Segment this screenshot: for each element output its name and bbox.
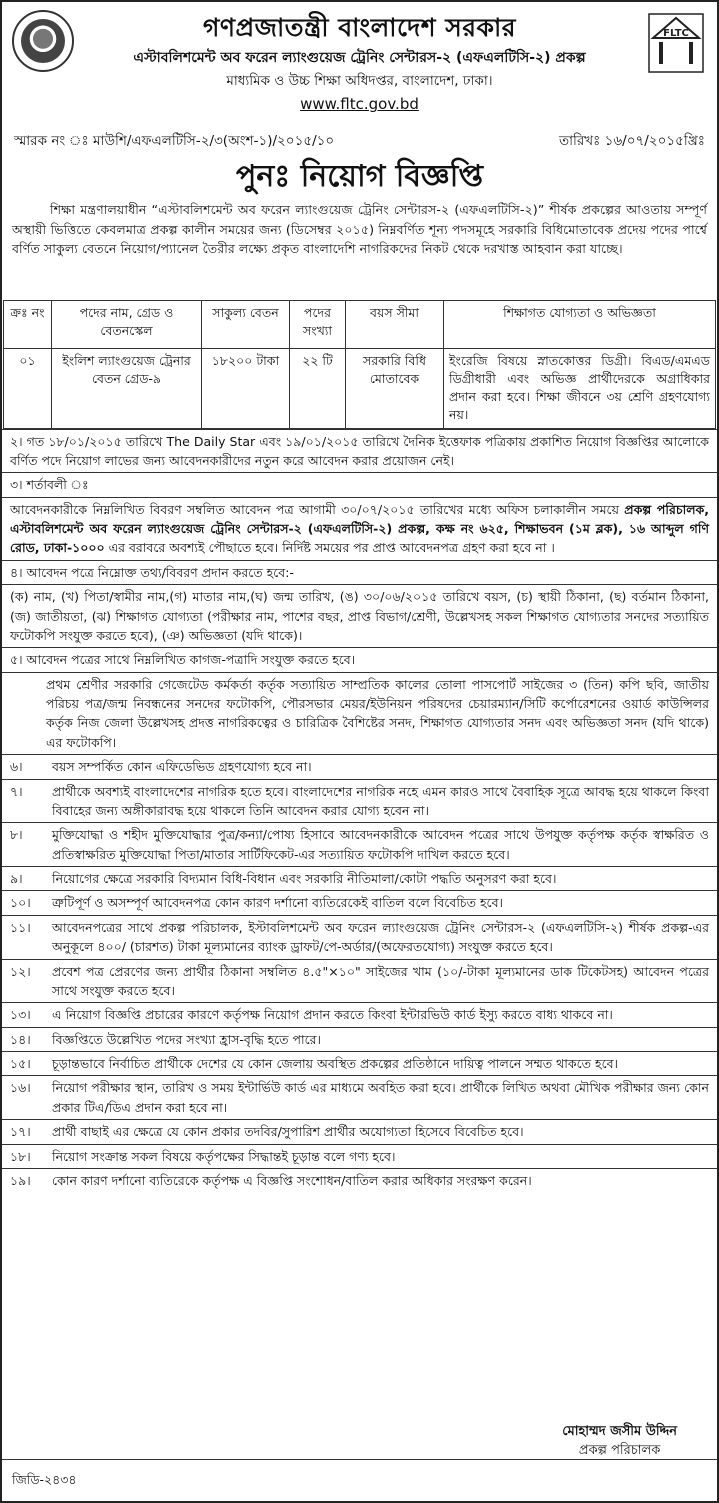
- list-item-text: নিয়োগ পরীক্ষার স্থান, তারিখ ও সময় ইন্টার্ভিউ কার্ড এর মাধ্যমে অবহিত করা হবে। প্রার্থীকে লিখিত অথবা মৌখিক পরীক্ষার জন্য কোন প্রকার টিএ/ডিএ প্রদান করা হবে না।: [52, 1080, 709, 1115]
- list-item: [2, 959, 717, 1003]
- section-4-body: (ক) নাম, (খ) পিতা/স্বামীর নাম,(গ) মাতার নাম,(ঘ) জন্ম তারিখ, (ঙ) ৩০/০৬/২০১৫ তারিখে বয়স, (চ) স্থায়ী ঠিকানা, (ছ) বর্তমান ঠিকানা, (জ) জাতীয়তা, (ঝ) শিক্ষাগত যোগ্যতা (পরীক্ষার নাম, পাশের বছর, প্রাপ্ত বিভাগ/শ্রেণী, উল্লেখসহ সকল শিক্ষাগত যোগ্যতার সনদের সত্যায়িত ফটোকপি সংযুক্ত করতে হবে), (ঞ) অভিজ্ঞতা (যদি থাকে)।: [2, 584, 717, 647]
- list-item-number: ১৮।: [10, 1148, 31, 1164]
- govt-name: গণপ্রজাতন্ত্রী বাংলাদেশ সরকার: [203, 13, 516, 42]
- signature-block: [562, 1423, 677, 1461]
- cell-salary: ১৮২০০ টাকা: [202, 349, 290, 429]
- col-qualification: শিক্ষাগত যোগ্যতা ও অভিজ্ঞতা: [444, 301, 716, 349]
- list-item-text: ত্রুটিপূর্ণ ও অসম্পূর্ণ আবেদনপত্র কোন কারণ দর্শানো ব্যতিরেকেই বাতিল বলে বিবেচিত হবে।: [52, 895, 504, 911]
- cell-qualification: ইংরেজি বিষয়ে স্নাতকোত্তর ডিগ্রী। বিএড/এমএড ডিগ্রীধারী এবং অভিজ্ঞ প্রার্থীদেরকে অগ্রাধিকার প্রদান করা হবে। শিক্ষা জীবনে ৩য় শ্রেণি গ্রহণযোগ্য নয়।: [444, 349, 716, 429]
- post-name: ইংলিশ ল্যাংগুয়েজ ট্রেনার: [62, 353, 191, 368]
- section-3-body: [2, 497, 717, 560]
- list-item-number: ৭।: [10, 783, 23, 799]
- col-age: বয়স সীমা: [346, 301, 444, 349]
- intro-paragraph: শিক্ষা মন্ত্রণালয়াধীন “এস্টাবলিশমেন্ট অব ফরেন ল্যাংগুয়েজ ট্রেনিং সেন্টারস-২ (এফএলটিসি-২)” শীর্ষক প্রকল্পের আওতায় সম্পূর্ণ অস্থায়ী ভিত্তিতে কেবলমাত্র প্রকল্প কালীন সময়ের জন্য (ডিসেম্বর ২০১৫) নিম্নবর্ণিত শূন্য পদসমূহে সরকারি বিধিমোতাবেক প্রদেয় পদের পার্শ্বে বর্ণিত সাকুল্য বেতনে নিয়োগ/প্যানেল তৈরীর লক্ষ্যে প্রকৃত বাংলাদেশি নাগরিকদের নিকট থেকে দরখাস্ত আহবান করা যাচ্ছে।: [12, 202, 707, 257]
- memo-number: স্মারক নং ঃ মাউশি/এফএলটিসি-২/৩(অংশ-১)/২০১৫/১০: [14, 133, 335, 149]
- conditions-list: [2, 754, 717, 1192]
- page-title: পুনঃ নিয়োগ বিজ্ঞপ্তি: [236, 159, 483, 194]
- list-item: [2, 1119, 717, 1143]
- table-header-row: [4, 301, 716, 349]
- list-item: [2, 1075, 717, 1119]
- list-item-text: বিজ্ঞপ্তিতে উল্লেখিত পদের সংখ্যা হ্রাস-বৃদ্ধি হতে পারে।: [52, 1031, 322, 1047]
- notice-date: তারিখঃ ১৬/০৭/২০১৫খ্রিঃ: [558, 133, 705, 149]
- cell-age: সরকারি বিধি মোতাবেক: [346, 349, 444, 429]
- section-3-address: প্রকল্প পরিচালক, এস্টাবলিশমেন্ট অব ফরেন ল্যাংগুয়েজ ট্রেনিং সেন্টারস-২ (এফএলটিসি-২) প্রকল্প, কক্ষ নং ৬২৫, শিক্ষাভবন (১ম ব্লক), ১৬ আব্দুল গণি রোড, ঢাকা-১০০০: [10, 501, 710, 556]
- list-item-number: ১২।: [10, 963, 31, 979]
- list-item-number: ১৭।: [10, 1124, 31, 1140]
- section-2: ২। গত ১৮/০১/২০১৫ তারিখে The Daily Star এবং ১৯/০১/২০১৫ তারিখে দৈনিক ইত্তেফাক পত্রিকায় প্রকাশিত নিয়োগ বিজ্ঞপ্তির আলোকে বর্ণিত পদে নিয়োগ লাভের জন্য আবেদনকারীদের নতুন করে আবেদন করার প্রয়োজন নেই।: [2, 429, 717, 473]
- list-item-text: প্রার্থীকে অবশ্যই বাংলাদেশের নাগরিক হতে হবে। বাংলাদেশের নাগরিক নহে এমন কারও সাথে বৈবাহিক সূত্রে আবদ্ধ হয়ে থাকলে কিংবা বিবাহের জন্য অঙ্গীকারাবদ্ধ হয়ে থাকলে তিনি আবেদন করার যোগ্য হবেন না।: [52, 783, 709, 818]
- fltc-logo-text: FLTC: [663, 28, 689, 39]
- list-item-number: ১৬।: [10, 1080, 31, 1096]
- cell-count: ২২ টি: [290, 349, 346, 429]
- signatory-name: মোহাম্মদ জসীম উদ্দিন: [562, 1424, 677, 1440]
- section-3-heading: ৩। শর্তাবলী ঃ: [2, 472, 717, 496]
- list-item-text: কোন কারণ দর্শানো ব্যতিরেকে কর্তৃপক্ষ এ বিজ্ঞপ্তি সংশোধন/বাতিল করার অধিকার সংরক্ষণ করেন।: [52, 1172, 532, 1188]
- list-item-number: ১৫।: [10, 1056, 31, 1071]
- col-sl: ক্রঃ নং: [4, 301, 52, 349]
- list-item: [2, 822, 717, 866]
- list-item: [2, 1144, 717, 1168]
- col-post: পদের নাম, গ্রেড ও বেতনস্কেল: [52, 301, 202, 349]
- list-item-text: এ নিয়োগ বিজ্ঞপ্তি প্রচারের কারণে কর্তৃপক্ষ নিয়োগ প্রদান করতে কিংবা ইন্টারভিউ কার্ড ইস্যু করতে বাধ্য থাকবে না।: [52, 1007, 613, 1023]
- list-item: [2, 1168, 717, 1192]
- section-3-part-a: আবেদনকারীকে নিম্নলিখিত বিবরণ সম্বলিত আবেদন পত্র আগামী ৩০/০৭/২০১৫ তারিখের মধ্যে অফিস চলাকালীন সময়ে: [10, 501, 625, 517]
- list-item: [2, 754, 717, 778]
- list-item: [2, 866, 717, 890]
- list-item: [2, 890, 717, 914]
- posts-table: [3, 300, 716, 429]
- section-5-heading: ৫। আবেদন পত্রের সাথে নিম্নলিখিত কাগজ-পত্রাদি সংযুক্ত করতে হবে।: [2, 647, 717, 671]
- list-item-number: ৬।: [10, 759, 23, 775]
- list-item-number: ৮।: [10, 827, 23, 843]
- gd-number: জিডি-২৪৩৪: [12, 1471, 77, 1487]
- section-5-body: প্রথম শ্রেণীর সরকারি গেজেটেড কর্মকর্তা কর্তৃক সত্যায়িত সাম্প্রতিক কালের তোলা পাসপোর্ট সাইজের ৩ (তিন) কপি ছবি, জাতীয় পরিচয় পত্র/জন্ম নিবন্ধনের সনদের ফটোকপি, পৌরসভার মেয়র/ইউনিয়ন পরিষদের চেয়ারম্যান/সিটি কর্পোরেশনের ওয়ার্ড কাউন্সিলর কর্তৃক নিজ জেলা উল্লেখসহ প্রদত্ত নাগরিকত্বের ও চারিত্রিক বৈশিষ্টের সনদ, শিক্ষাগত যোগ্যতার সনদ এবং অভিজ্ঞতা সনদ (যদি থাকে) এর ফটোকপি।: [2, 672, 717, 755]
- govt-seal-logo: [12, 10, 74, 72]
- reference-line: [14, 132, 705, 152]
- fltc-logo: [647, 12, 705, 74]
- list-item-number: ৯।: [10, 871, 23, 886]
- signatory-designation: প্রকল্প পরিচালক: [578, 1443, 661, 1459]
- list-item: [2, 1027, 717, 1051]
- list-item: [2, 1051, 717, 1075]
- list-item-text: মুক্তিযোদ্ধা ও শহীদ মুক্তিযোদ্ধার পুত্র/কন্যা/পোষ্য হিসাবে আবেদনকারীকে আবেদন পত্রের সাথে উপযুক্ত কর্তৃপক্ষ কর্তৃক স্বাক্ষরিত ও প্রতিস্বাক্ষরিত মুক্তিযোদ্ধা পিতা/মাতার সার্টিফিকেট-এর সত্যায়িত ফটোকপি দাখিল করতে হবে।: [52, 827, 709, 862]
- list-item-text: চূড়ান্তভাবে নির্বাচিত প্রার্থীকে দেশের যে কোন জেলায় অবস্থিত প্রকল্পের প্রতিষ্ঠানে দায়িত্ব পালনে সম্মত থাকতে হবে।: [52, 1056, 619, 1071]
- list-item-number: ১৪।: [10, 1031, 31, 1047]
- footer-row: [2, 1459, 717, 1501]
- list-item-number: ১৩।: [10, 1007, 31, 1023]
- list-item-number: ১১।: [10, 919, 31, 935]
- list-item-text: নিয়োগের ক্ষেত্রে সরকারি বিদ্যমান বিধি-বিধান এবং সরকারি নীতিমালা/কোটা পদ্ধতি অনুসরণ করা হবে।: [52, 871, 557, 886]
- list-item-text: বয়স সম্পর্কিত কোন এফিডেভিড গ্রহণযোগ্য হবে না।: [52, 759, 312, 775]
- col-salary: সাকুল্য বেতন: [202, 301, 290, 349]
- list-item-number: ১৯।: [10, 1172, 31, 1188]
- section-4-heading: ৪। আবেদন পত্রে নিম্নোক্ত তথ্য/বিবরণ প্রদান করতে হবে:-: [2, 560, 717, 584]
- cell-post: [52, 349, 202, 429]
- department-name: মাধ্যমিক ও উচ্চ শিক্ষা অধিদপ্তর, বাংলাদেশ, ঢাকা।: [226, 72, 493, 89]
- post-grade: বেতন গ্রেড-৯: [91, 371, 162, 387]
- list-item: [2, 779, 717, 823]
- list-item-text: নিয়োগ সংক্রান্ত সকল বিষয়ে কর্তৃপক্ষের সিদ্ধান্তই চূড়ান্ত বলে গণ্য হবে।: [52, 1148, 396, 1164]
- list-item-text: প্রার্থী বাছাই এর ক্ষেত্রে যে কোন প্রকার তদবির/সুপারিশ প্রার্থীর অযোগ্যতা হিসেবে বিবেচিত হবে।: [52, 1124, 524, 1140]
- section-3-part-c: এর বরাবরে অবশ্যই পৌছাতে হবে। নির্দিষ্ট সময়ের পর প্রাপ্ত আবেদনপত্র গ্রহণ করা হবে না ।: [104, 540, 555, 556]
- list-item: [2, 1002, 717, 1026]
- list-item-text: আবেদনপত্রের সাথে প্রকল্প পরিচালক, ইস্টাবলিশমেন্ট অব ফরেন ল্যাংগুয়েজ ট্রেনিং সেন্টারস-২ (এফএলটিসি-২) শীর্ষক প্রকল্প-এর অনুকূলে ৪০০/ (চারশত) টাকা মূল্যমানের ব্যাংক ড্রাফট/পে-অর্ডার/(অফেরতযোগ্য) সংযুক্ত করতে হবে।: [52, 919, 709, 955]
- website-link[interactable]: www.fltc.gov.bd: [300, 95, 419, 114]
- cell-sl: ০১: [4, 349, 52, 429]
- col-count: পদের সংখ্যা: [290, 301, 346, 349]
- list-item-number: ১০।: [10, 895, 31, 911]
- list-item-text: প্রবেশ পত্র প্রেরণের জন্য প্রার্থীর ঠিকানা সম্বলিত ৪.৫"×১০" সাইজের খাম (১০/-টাকা মূল্যমানের ডাক টিকেটসহ) আবেদন পত্রের সাথে সংযুক্ত করতে হবে।: [52, 963, 709, 998]
- project-name: এস্টাবলিশমেন্ট অব ফরেন ল্যাংগুয়েজ ট্রেনিং সেন্টারস-২ (এফএলটিসি-২) প্রকল্প: [133, 50, 586, 67]
- header: [2, 2, 717, 154]
- table-row: [4, 349, 716, 429]
- list-item: [2, 915, 717, 959]
